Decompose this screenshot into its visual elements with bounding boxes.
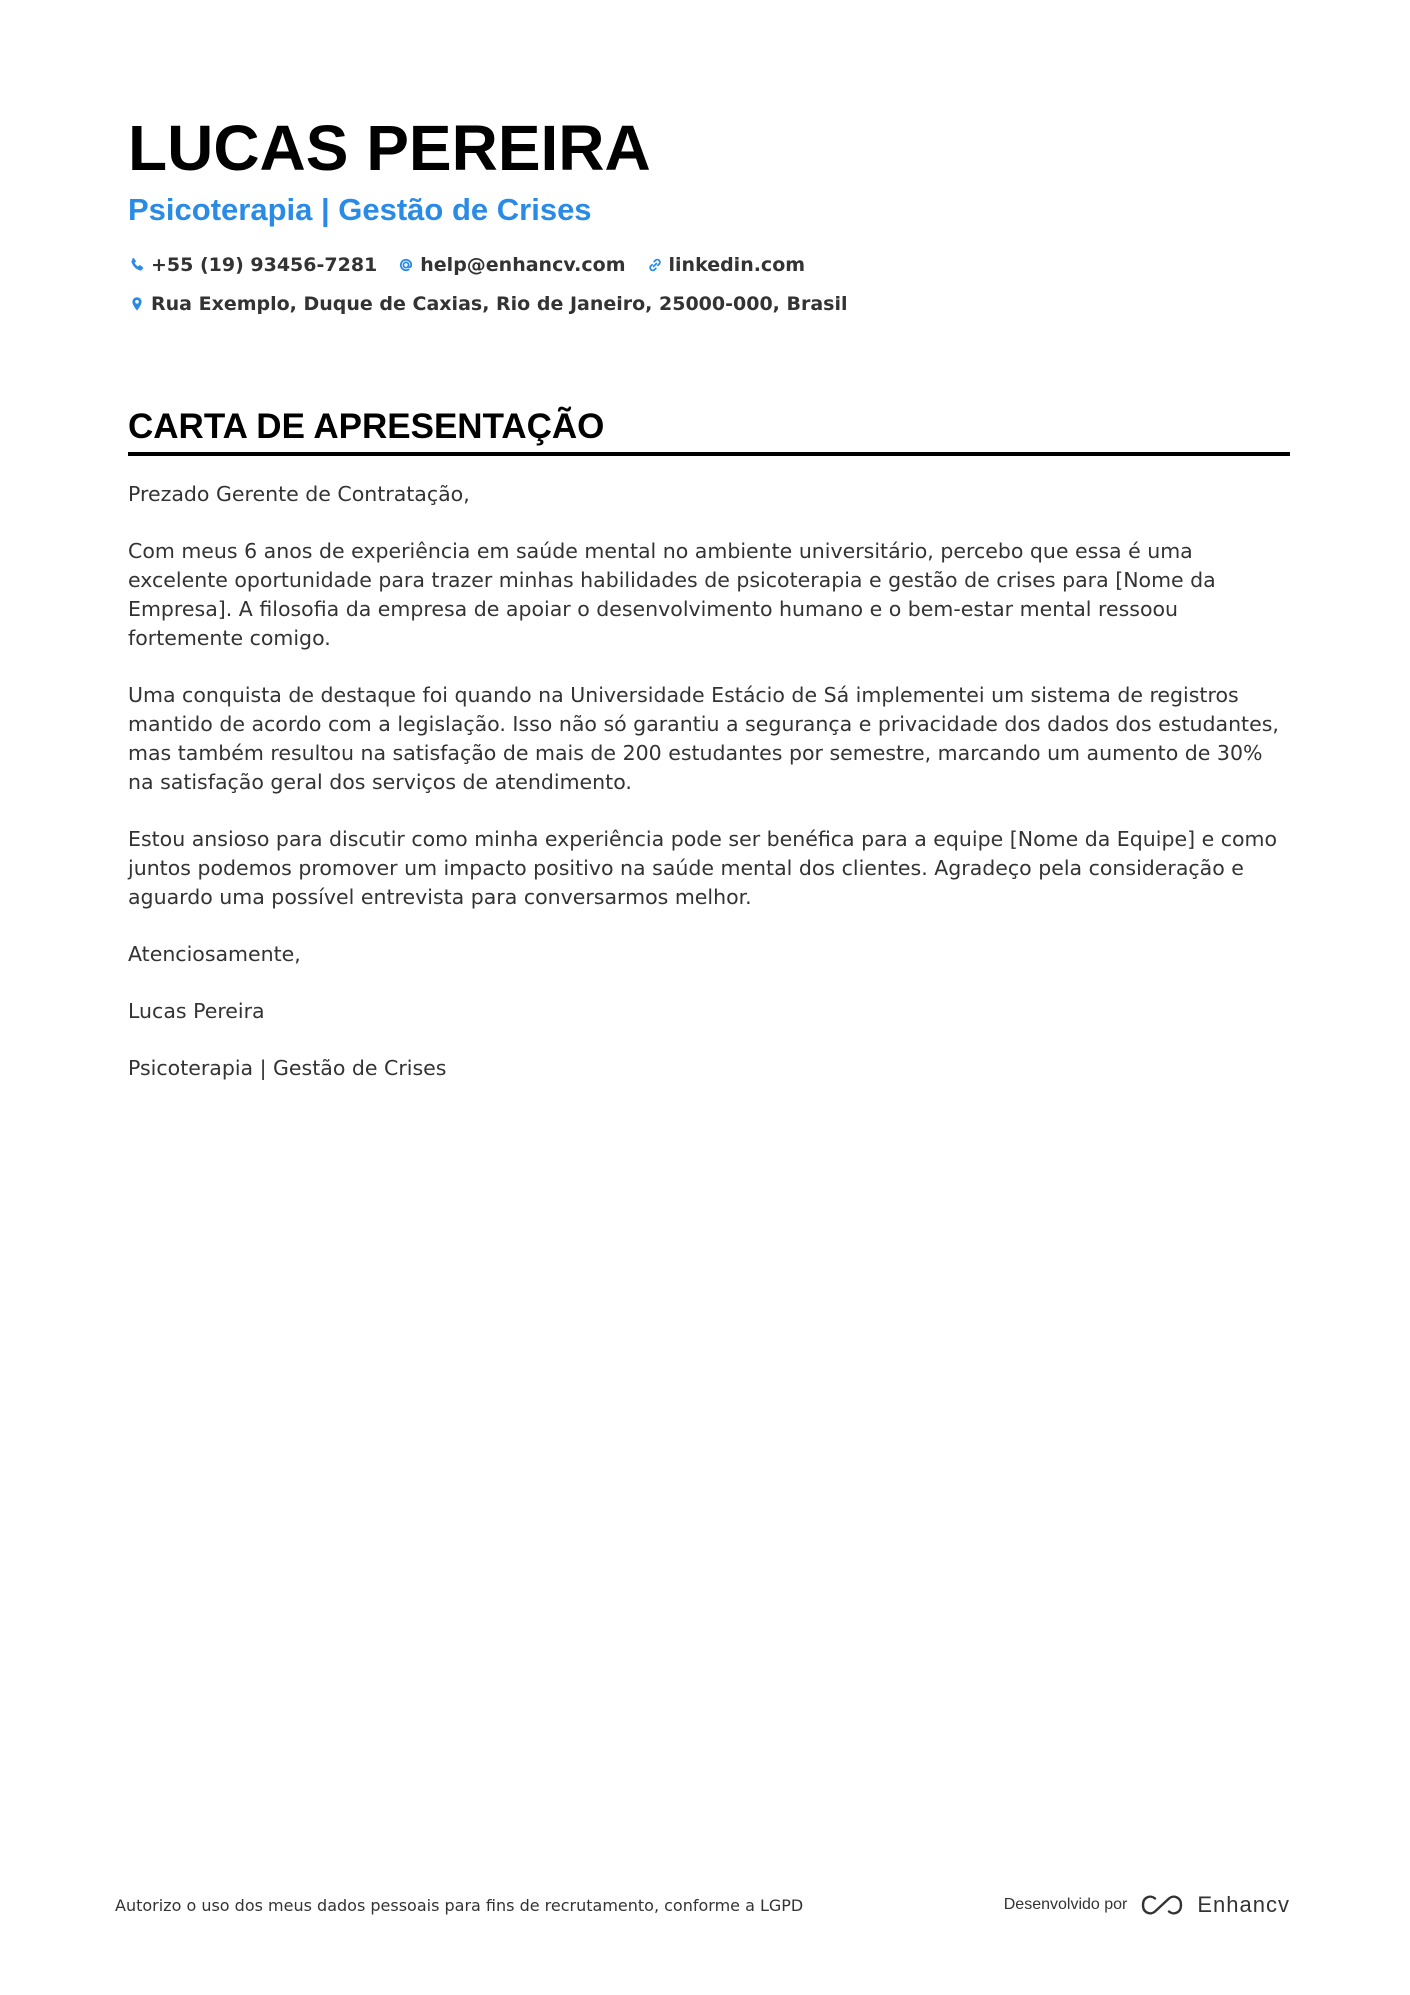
letter-body	[128, 480, 1290, 1111]
contact-phone[interactable]	[128, 254, 377, 276]
letter-paragraph: Uma conquista de destaque foi quando na Universidade Estácio de Sá implementei um sistema de registros mantido de acordo com a legislação. Isso não só garantiu a segurança e privacidade dos dados dos estudantes, mas também resultou na satisfação de mais de 200 estudantes por semestre, marcando um aumento de 30% na satisfação geral dos serviços de atendimento.	[128, 683, 1279, 794]
powered-by[interactable]	[1004, 1890, 1290, 1920]
contacts-row	[128, 252, 1290, 278]
enhancv-logo-icon	[1139, 1892, 1185, 1918]
candidate-subtitle: Psicoterapia | Gestão de Crises	[128, 192, 592, 227]
contact-email[interactable]	[397, 254, 625, 276]
letter-paragraph: Com meus 6 anos de experiência em saúde mental no ambiente universitário, percebo que essa é uma excelente oportunidade para trazer minhas habilidades de psicoterapia e gestão de crises para [Nome da Empresa]. A filosofia da empresa de apoiar o desenvolvimento humano e o bem-estar mental ressoou fortemente comigo.	[128, 539, 1216, 650]
cover-letter-section	[128, 404, 1290, 456]
link-icon	[646, 256, 664, 274]
contact-address-text: Rua Exemplo, Duque de Caxias, Rio de Janeiro, 25000-000, Brasil	[151, 293, 848, 315]
letter-closing: Atenciosamente,	[128, 942, 301, 966]
section-title: CARTA DE APRESENTAÇÃO	[128, 407, 605, 446]
contact-phone-text: +55 (19) 93456-7281	[151, 254, 378, 276]
contact-address	[128, 293, 848, 315]
header	[128, 108, 1290, 317]
powered-by-label: Desenvolvido por	[1003, 1896, 1128, 1913]
address-row	[128, 291, 1290, 317]
letter-greeting: Prezado Gerente de Contratação,	[128, 482, 470, 506]
phone-icon	[128, 256, 146, 274]
section-divider	[128, 452, 1290, 456]
consent-note: Autorizo o uso dos meus dados pessoais para fins de recrutamento, conforme a LGPD	[115, 1896, 804, 1915]
location-pin-icon	[128, 295, 146, 313]
footer	[115, 1890, 1290, 1920]
contact-linkedin-text: linkedin.com	[668, 254, 806, 276]
signature-name: Lucas Pereira	[128, 999, 265, 1023]
contact-email-text: help@enhancv.com	[420, 254, 626, 276]
letter-paragraph: Estou ansioso para discutir como minha experiência pode ser benéfica para a equipe [Nome da Equipe] e como juntos podemos promover um impacto positivo na saúde mental dos clientes. Agradeço pela consideração e aguardo uma possível entrevista para conversarmos melhor.	[128, 827, 1278, 909]
enhancv-brand: Enhancv	[1197, 1892, 1290, 1917]
signature-title: Psicoterapia | Gestão de Crises	[128, 1056, 447, 1080]
at-icon	[397, 256, 415, 274]
candidate-name: LUCAS PEREIRA	[128, 112, 651, 184]
contact-linkedin[interactable]	[646, 254, 806, 276]
